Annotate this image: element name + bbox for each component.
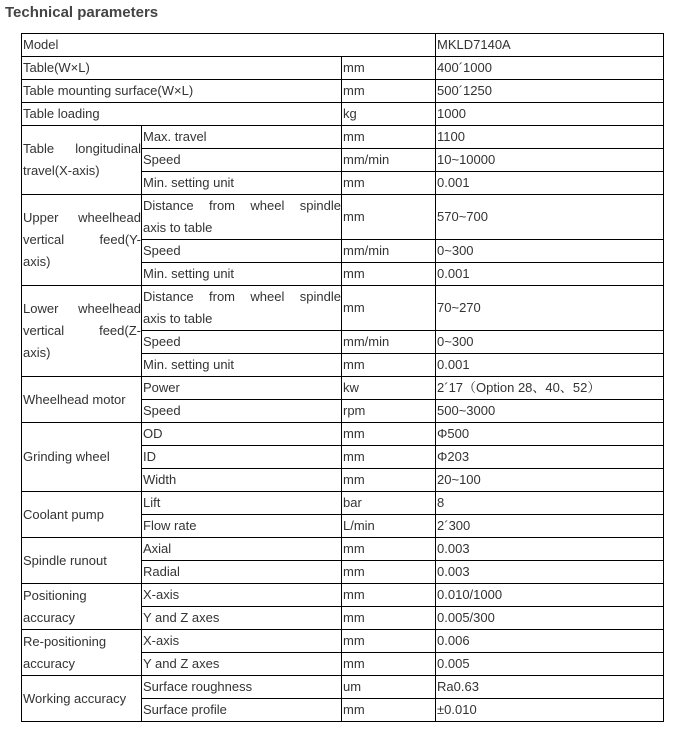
repositioning-value-cell: 0.006 (436, 630, 664, 653)
runout-param-cell: Axial (142, 538, 342, 561)
working-param-cell: Surface profile (142, 699, 342, 722)
table-row-table-size (22, 57, 664, 80)
repositioning-unit-cell: mm (342, 653, 436, 676)
x-unit-cell: mm/min (342, 149, 436, 172)
wheel-param-cell: OD (142, 423, 342, 446)
wheel-unit-cell: mm (342, 446, 436, 469)
working-param-cell: Surface roughness (142, 676, 342, 699)
table-row-positioning-x (22, 584, 664, 607)
coolant-param-cell: Lift (142, 492, 342, 515)
motor-value-cell: 500~3000 (436, 400, 664, 423)
wheel-param-cell: Width (142, 469, 342, 492)
z-unit-cell: mm (342, 354, 436, 377)
motor-group-label: Wheelhead motor (22, 377, 142, 423)
x-unit-cell: mm (342, 172, 436, 195)
z-distance-param: Distance from wheel spindle axis to table (142, 286, 342, 331)
coolant-group-label: Coolant pump (22, 492, 142, 538)
y-value-cell: 0.001 (436, 263, 664, 286)
runout-group-label: Spindle runout (22, 538, 142, 584)
runout-unit-cell: mm (342, 561, 436, 584)
repositioning-value-cell: 0.005 (436, 653, 664, 676)
wheel-value-cell: 20~100 (436, 469, 664, 492)
z-param-cell: Speed (142, 331, 342, 354)
table-row-table-loading (22, 103, 664, 126)
coolant-value-cell: 2´300 (436, 515, 664, 538)
technical-parameters-table (21, 33, 664, 722)
wheel-group-label: Grinding wheel (22, 423, 142, 492)
y-value-cell: 0~300 (436, 240, 664, 263)
runout-unit-cell: mm (342, 538, 436, 561)
z-axis-group-label: Lower wheelhead vertical feed(Z- axis) (22, 286, 142, 377)
table-loading-value: 1000 (436, 103, 664, 126)
motor-param-cell: Power (142, 377, 342, 400)
repositioning-unit-cell: mm (342, 630, 436, 653)
z-distance-unit: mm (342, 286, 436, 331)
table-loading-label: Table loading (22, 103, 342, 126)
coolant-unit-cell: L/min (342, 515, 436, 538)
runout-param-cell: Radial (142, 561, 342, 584)
z-param-cell: Min. setting unit (142, 354, 342, 377)
y-distance-unit: mm (342, 195, 436, 240)
table-loading-unit: kg (342, 103, 436, 126)
x-param-cell: Speed (142, 149, 342, 172)
runout-value-cell: 0.003 (436, 538, 664, 561)
coolant-param-cell: Flow rate (142, 515, 342, 538)
x-value-cell: 10~10000 (436, 149, 664, 172)
repositioning-param-cell: Y and Z axes (142, 653, 342, 676)
runout-value-cell: 0.003 (436, 561, 664, 584)
wheel-param-cell: ID (142, 446, 342, 469)
table-row-y-distance (22, 195, 664, 240)
working-unit-cell: um (342, 676, 436, 699)
positioning-group-label: Positioning accuracy (22, 584, 142, 630)
working-value-cell: ±0.010 (436, 699, 664, 722)
z-value-cell: 0.001 (436, 354, 664, 377)
coolant-value-cell: 8 (436, 492, 664, 515)
repositioning-param-cell: X-axis (142, 630, 342, 653)
wheel-unit-cell: mm (342, 423, 436, 446)
wheel-value-cell: Φ500 (436, 423, 664, 446)
y-param-cell: Min. setting unit (142, 263, 342, 286)
table-row-runout-axial (22, 538, 664, 561)
z-unit-cell: mm/min (342, 331, 436, 354)
wheel-unit-cell: mm (342, 469, 436, 492)
motor-unit-cell: rpm (342, 400, 436, 423)
positioning-param-cell: X-axis (142, 584, 342, 607)
mounting-surface-unit: mm (342, 80, 436, 103)
x-value-cell: 0.001 (436, 172, 664, 195)
x-param-cell: Max. travel (142, 126, 342, 149)
wheel-value-cell: Φ203 (436, 446, 664, 469)
model-label: Model (22, 34, 436, 57)
model-value: MKLD7140A (436, 34, 664, 57)
table-row-x-max-travel (22, 126, 664, 149)
table-row-motor-power (22, 377, 664, 400)
repositioning-group-label: Re-positioning accuracy (22, 630, 142, 676)
table-row-wheel-od (22, 423, 664, 446)
y-unit-cell: mm/min (342, 240, 436, 263)
y-param-cell: Speed (142, 240, 342, 263)
x-axis-group-label: Table longitudinal travel(X-axis) (22, 126, 142, 195)
working-value-cell: Ra0.63 (436, 676, 664, 699)
y-axis-group-label: Upper wheelhead vertical feed(Y- axis) (22, 195, 142, 286)
mounting-surface-label: Table mounting surface(W×L) (22, 80, 342, 103)
positioning-unit-cell: mm (342, 584, 436, 607)
working-unit-cell: mm (342, 699, 436, 722)
table-row-z-distance (22, 286, 664, 331)
y-distance-param: Distance from wheel spindle axis to table (142, 195, 342, 240)
positioning-param-cell: Y and Z axes (142, 607, 342, 630)
positioning-value-cell: 0.010/1000 (436, 584, 664, 607)
motor-param-cell: Speed (142, 400, 342, 423)
table-size-value: 400´1000 (436, 57, 664, 80)
working-group-label: Working accuracy (22, 676, 142, 722)
page-title: Technical parameters (5, 4, 159, 21)
y-unit-cell: mm (342, 263, 436, 286)
table-row-model (22, 34, 664, 57)
x-param-cell: Min. setting unit (142, 172, 342, 195)
z-value-cell: 0~300 (436, 331, 664, 354)
x-value-cell: 1100 (436, 126, 664, 149)
z-distance-value: 70~270 (436, 286, 664, 331)
motor-unit-cell: kw (342, 377, 436, 400)
positioning-unit-cell: mm (342, 607, 436, 630)
table-size-label: Table(W×L) (22, 57, 342, 80)
table-row-coolant-lift (22, 492, 664, 515)
table-row-mounting-surface (22, 80, 664, 103)
y-distance-value: 570~700 (436, 195, 664, 240)
positioning-value-cell: 0.005/300 (436, 607, 664, 630)
coolant-unit-cell: bar (342, 492, 436, 515)
table-row-working-roughness (22, 676, 664, 699)
x-unit-cell: mm (342, 126, 436, 149)
table-size-unit: mm (342, 57, 436, 80)
mounting-surface-value: 500´1250 (436, 80, 664, 103)
table-row-repositioning-x (22, 630, 664, 653)
motor-value-cell: 2´17（Option 28、40、52） (436, 377, 664, 400)
